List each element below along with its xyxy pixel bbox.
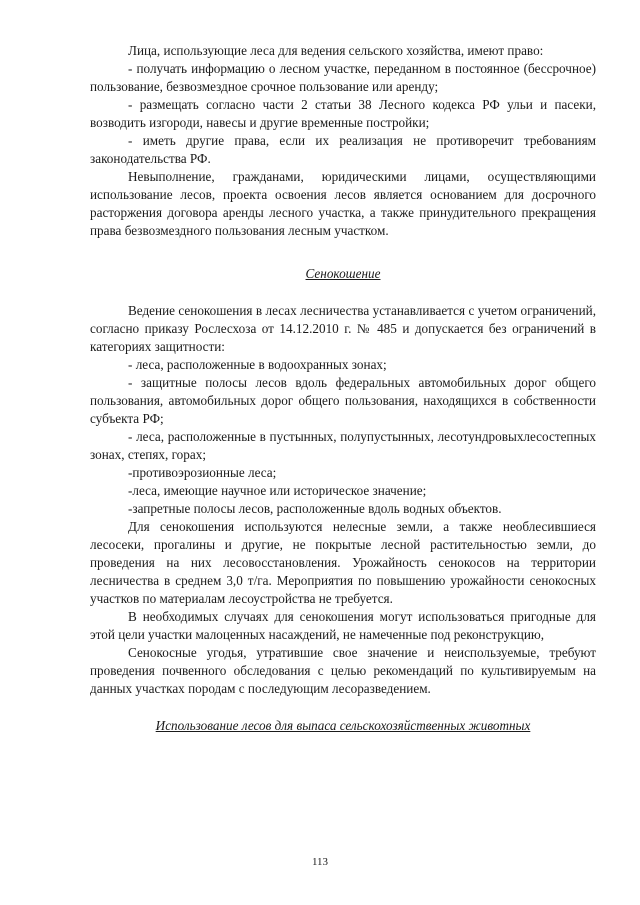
paragraph: Ведение сенокошения в лесах лесничества устанавливается с учетом ограничений, согласно приказу Рослесхоза от 14.12.2010 г. № 485 и допускается без ограничений в категориях защитности:	[90, 303, 596, 354]
list-item: - леса, расположенные в водоохранных зонах;	[128, 357, 387, 372]
section-heading-grazing: Использование лесов для выпаса сельскохозяйственных животных	[155, 718, 531, 733]
paragraph: Для сенокошения используются нелесные земли, а также необлесившиеся лесосеки, прогалины и другие, не покрытые лесной растительностью земли, до проведения на них лесовосстановления. Урожайность сенокосов на территории лесничества в среднем 3,0 т/га. Мероприятия по повышению урожайности сенокосных участков по материалам лесоустройства не требуется.	[90, 519, 596, 606]
list-item: - защитные полосы лесов вдоль федеральных автомобильных дорог общего пользования, автомобильных дорог общего пользования, находящихся в собственности субъекта РФ;	[90, 375, 596, 426]
paragraph: Лица, использующие леса для ведения сельского хозяйства, имеют право:	[128, 43, 544, 58]
list-item: -запретные полосы лесов, расположенные вдоль водных объектов.	[128, 501, 502, 516]
page-number: 113	[311, 856, 329, 868]
paragraph: - получать информацию о лесном участке, переданном в постоянное (бессрочное) пользование, безвозмездное срочное пользование или аренду;	[90, 61, 596, 94]
paragraph: - иметь другие права, если их реализация не противоречит требованиям законодательства РФ.	[90, 133, 596, 166]
paragraph: Невыполнение, гражданами, юридическими лицами, осуществляющими использование лесов, проекта освоения лесов является основанием для досрочного расторжения договора аренды лесного участка, а также принудительного прекращения права безвозмездного пользования лесным участком.	[90, 169, 596, 238]
list-item: - леса, расположенные в пустынных, полупустынных, лесотундровыхлесостепных зонах, степях, горах;	[90, 429, 596, 462]
paragraph: В необходимых случаях для сенокошения могут использоваться пригодные для этой цели участки малоценных насаждений, не намеченные под реконструкцию,	[90, 609, 596, 642]
paragraph: Сенокосные угодья, утратившие свое значение и неиспользуемые, требуют проведения почвенного обследования с целью рекомендаций по культивируемым на данных участках породам с последующим лесоразведением.	[90, 645, 596, 696]
page-body	[90, 42, 596, 754]
list-item: -леса, имеющие научное или историческое значение;	[128, 483, 427, 498]
list-item: -противоэрозионные леса;	[128, 465, 277, 480]
section-heading-haymaking: Сенокошение	[305, 266, 381, 281]
paragraph: - размещать согласно части 2 статьи 38 Лесного кодекса РФ ульи и пасеки, возводить изгороди, навесы и другие временные постройки;	[90, 97, 596, 130]
